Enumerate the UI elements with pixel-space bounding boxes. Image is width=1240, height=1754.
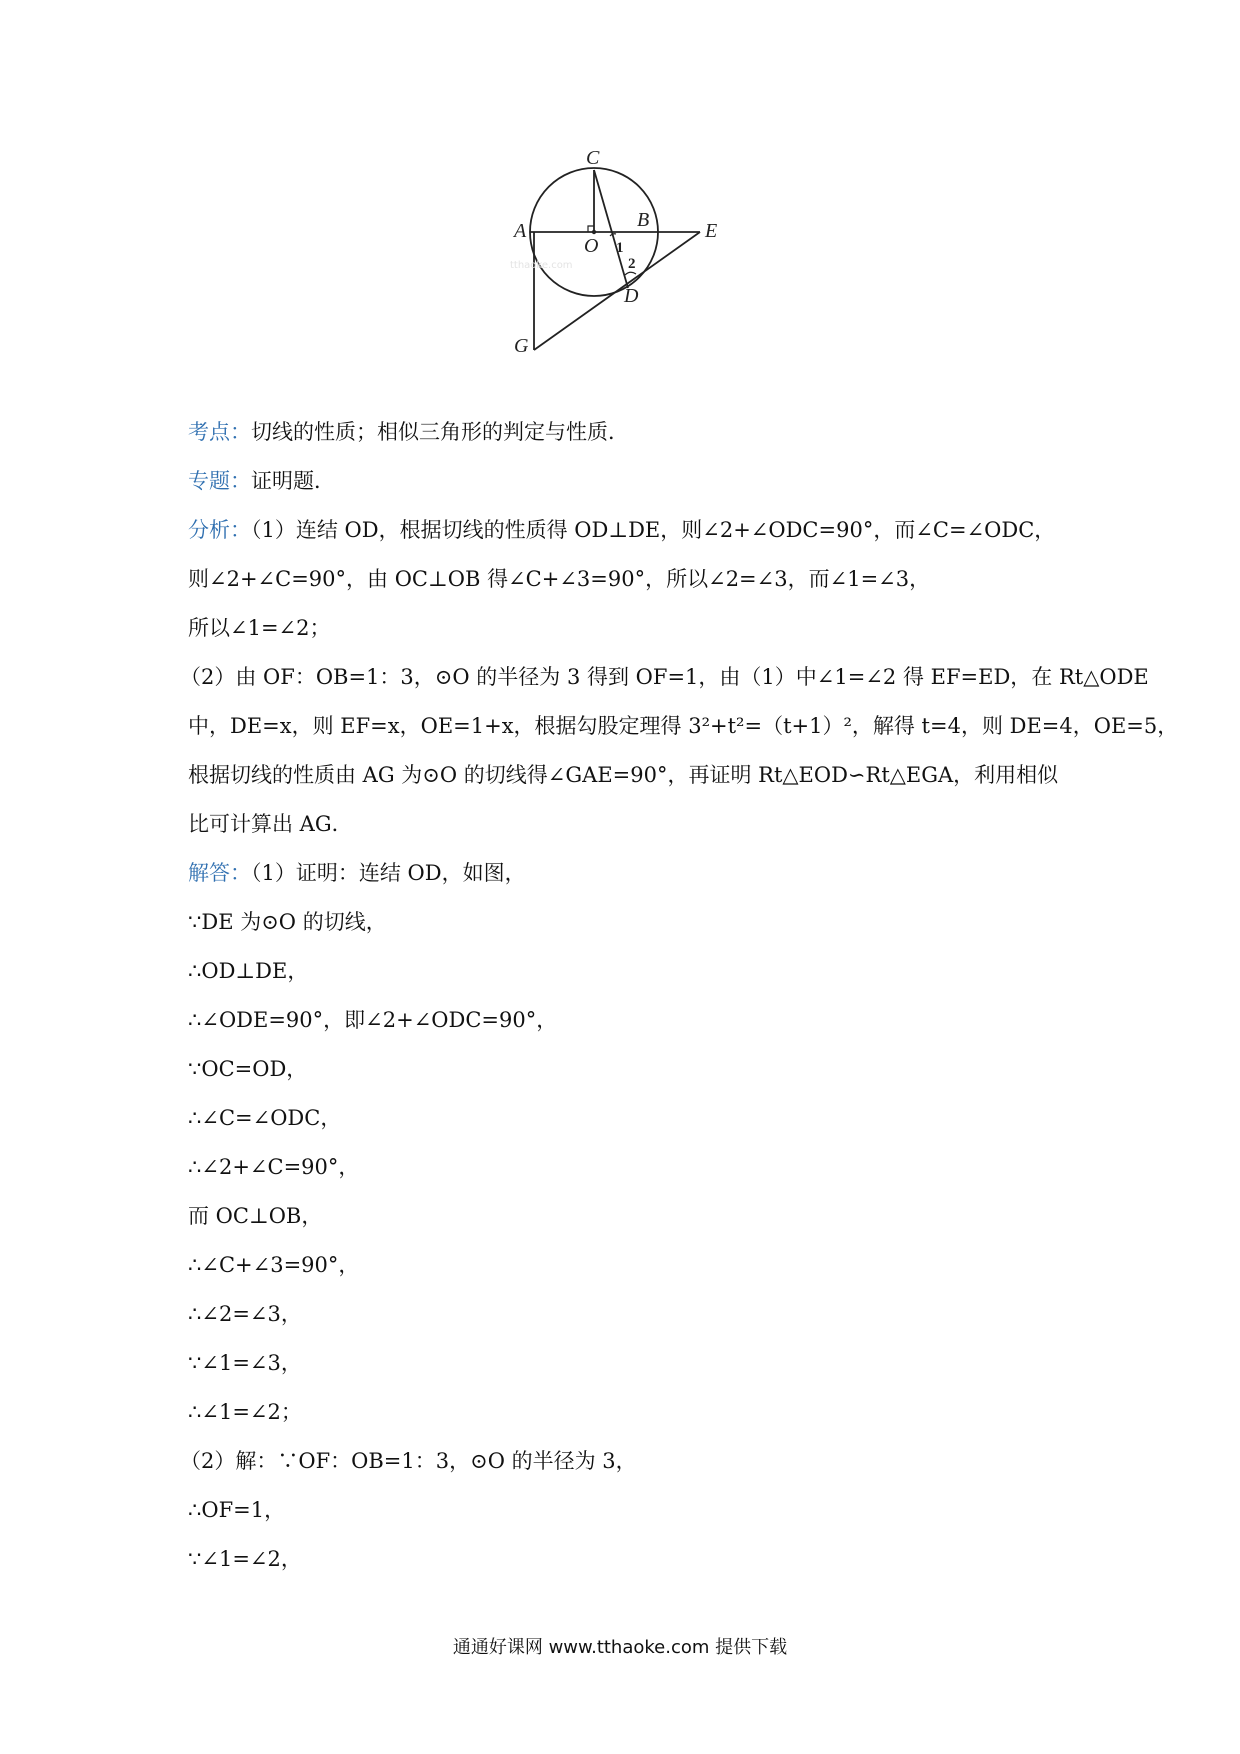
fenxi-line-6: 根据切线的性质由 AG 为⊙O 的切线得∠GAE=90°，再证明 Rt△EOD∽Rt△EGA，利用相似 xyxy=(188,763,1059,787)
jieda-step: ∴∠ODE=90°，即∠2+∠ODC=90°， xyxy=(188,1008,558,1032)
fenxi-line-2: 则∠2+∠C=90°，由 OC⊥OB 得∠C+∠3=90°，所以∠2=∠3，而∠1=∠3， xyxy=(188,567,931,591)
fenxi-text-1: （1）连结 OD，根据切线的性质得 OD⊥DE，则∠2+∠ODC=90°，而∠C=∠ODC， xyxy=(251,518,1056,542)
page-footer: 通通好课网 www.tthaoke.com 提供下载 xyxy=(452,1637,788,1658)
jieda-tag: 解答： xyxy=(188,861,251,885)
label-g: G xyxy=(514,335,529,357)
angle-1-label: 1 xyxy=(616,240,624,256)
label-d: D xyxy=(624,285,639,307)
jieda-step: （2）解：∵OF：OB=1：3，⊙O 的半径为 3， xyxy=(180,1449,637,1473)
jieda-step: ∴OD⊥DE， xyxy=(188,959,309,983)
zhuanti-tag: 专题： xyxy=(188,469,251,493)
angle-2-label: 2 xyxy=(628,256,636,272)
fenxi-tag: 分析： xyxy=(188,518,251,542)
kaodian-line xyxy=(188,418,629,446)
label-c: C xyxy=(586,147,600,169)
jieda-first: （1）证明：连结 OD，如图， xyxy=(251,861,526,885)
jieda-step: ∵∠1=∠2， xyxy=(188,1547,302,1571)
label-a: A xyxy=(514,220,527,242)
watermark: tthaoke.com xyxy=(510,260,573,271)
zhuanti-text: 证明题． xyxy=(251,469,335,493)
segment-cd xyxy=(594,170,628,288)
fenxi-line-1 xyxy=(188,516,1055,544)
jieda-step: ∴∠2=∠3， xyxy=(188,1302,302,1326)
jieda-step: ∴∠C+∠3=90°， xyxy=(188,1253,360,1277)
jieda-step: ∴∠C=∠ODC， xyxy=(188,1106,342,1130)
center-dot xyxy=(592,230,596,234)
fenxi-line-3: 所以∠1=∠2； xyxy=(188,616,331,640)
jieda-step: ∴OF=1， xyxy=(188,1498,286,1522)
jieda-line-1 xyxy=(188,859,526,887)
fenxi-line-5: 中，DE=x，则 EF=x，OE=1+x，根据勾股定理得 3²+t²=（t+1）²，解得 t=4，则 DE=4，OE=5， xyxy=(188,714,1179,738)
jieda-step: 而 OC⊥OB， xyxy=(188,1204,323,1228)
fenxi-line-7: 比可计算出 AG． xyxy=(188,812,353,836)
label-e: E xyxy=(705,220,718,242)
geometry-figure xyxy=(500,147,760,400)
kaodian-text: 切线的性质；相似三角形的判定与性质． xyxy=(251,420,629,444)
fenxi-line-4: （2）由 OF：OB=1：3，⊙O 的半径为 3 得到 OF=1，由（1）中∠1=∠2 得 EF=ED，在 Rt△ODE xyxy=(180,665,1149,689)
jieda-step: ∵∠1=∠3， xyxy=(188,1351,302,1375)
jieda-step: ∴∠1=∠2； xyxy=(188,1400,302,1424)
circle-tangent-diagram xyxy=(500,147,760,400)
angle-2-arc xyxy=(625,272,636,275)
label-o: O xyxy=(584,235,599,257)
jieda-step: ∵OC=OD， xyxy=(188,1057,308,1081)
jieda-step: ∵DE 为⊙O 的切线， xyxy=(188,910,387,934)
jieda-step: ∴∠2+∠C=90°， xyxy=(188,1155,360,1179)
zhuanti-line xyxy=(188,467,335,495)
kaodian-tag: 考点： xyxy=(188,420,251,444)
label-b: B xyxy=(637,209,650,231)
